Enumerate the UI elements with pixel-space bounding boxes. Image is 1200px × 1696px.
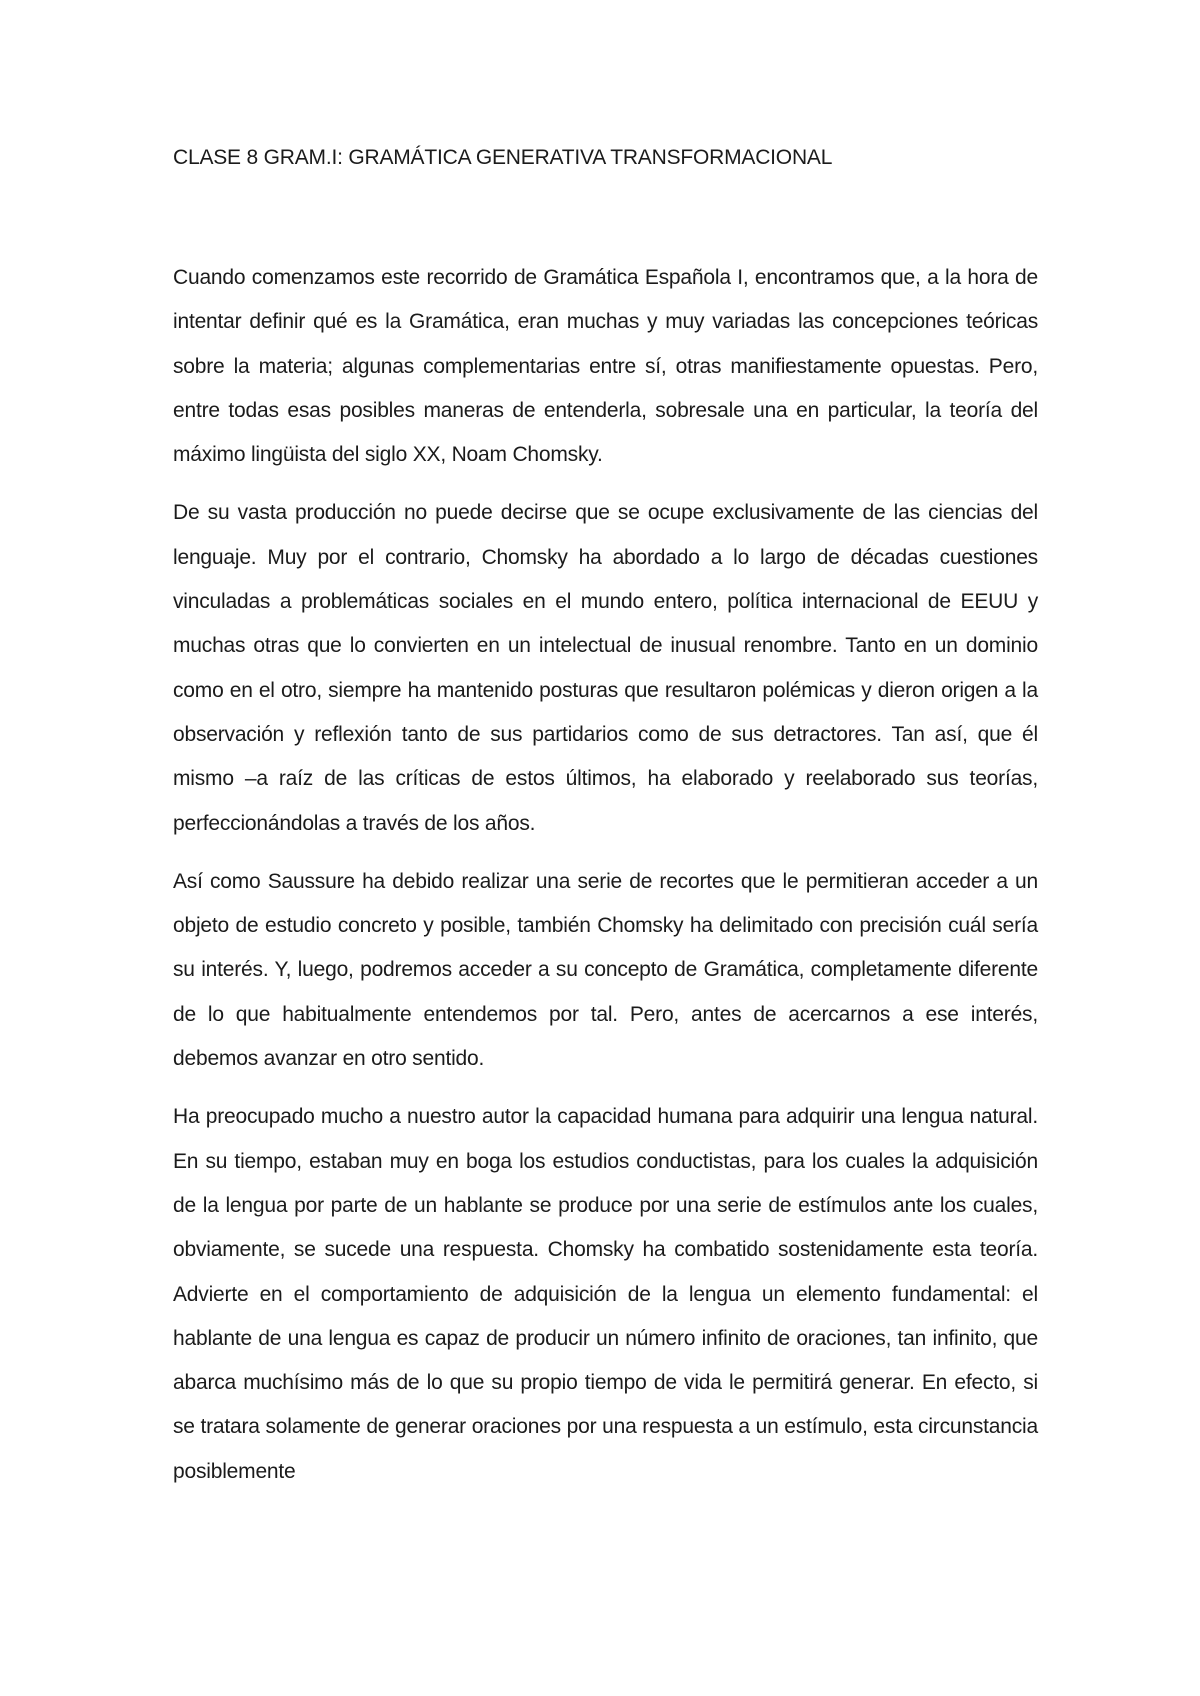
paragraph-acquisition: Ha preocupado mucho a nuestro autor la capacidad humana para adquirir una lengua natural. En su tiempo, estaban muy en boga los estudios conductistas, para los cuales la adquisición de la lengua por parte de un hablante se produce por una serie de estímulos ante los cuales, obviamente, se sucede una respuesta. Chomsky ha combatido sostenidamente esta teoría. Advierte en el comportamiento de adquisición de la lengua un elemento fundamental: el hablante de una lengua es capaz de producir un número infinito de oraciones, tan infinito, que abarca muchísimo más de lo que su propio tiempo de vida le permitirá generar. En efecto, si se tratara solamente de generar oraciones por una respuesta a un estímulo, esta circunstancia posiblemente bbox=[173, 1105, 1038, 1483]
document-body bbox=[173, 140, 1038, 1508]
paragraph-saussure: Así como Saussure ha debido realizar una serie de recortes que le permitieran acceder a un objeto de estudio concreto y posible, también Chomsky ha delimitado con precisión cuál sería su interés. Y, luego, podremos acceder a su concepto de Gramática, completamente diferente de lo que habitualmente entendemos por tal. Pero, antes de acercarnos a ese interés, debemos avanzar en otro sentido. bbox=[173, 869, 1038, 1071]
paragraph-intro: Cuando comenzamos este recorrido de Gramática Española I, encontramos que, a la hora de intentar definir qué es la Gramática, eran muchas y muy variadas las concepciones teóricas sobre la materia; algunas complementarias entre sí, otras manifiestamente opuestas. Pero, entre todas esas posibles maneras de entenderla, sobresale una en particular, la teoría del máximo lingüista del siglo XX, Noam Chomsky. bbox=[173, 266, 1038, 467]
paragraph-production: De su vasta producción no puede decirse que se ocupe exclusivamente de las ciencias del lenguaje. Muy por el contrario, Chomsky ha abordado a lo largo de décadas cuestiones vinculadas a problemáticas sociales en el mundo entero, política internacional de EEUU y muchas otras que lo convierten en un intelectual de inusual renombre. Tanto en un dominio como en el otro, siempre ha mantenido posturas que resultaron polémicas y dieron origen a la observación y reflexión tanto de sus partidarios como de sus detractores. Tan así, que él mismo –a raíz de las críticas de estos últimos, ha elaborado y reelaborado sus teorías, perfeccionándolas a través de los años. bbox=[173, 501, 1038, 835]
document-title: CLASE 8 GRAM.I: GRAMÁTICA GENERATIVA TRANSFORMACIONAL bbox=[173, 146, 833, 169]
